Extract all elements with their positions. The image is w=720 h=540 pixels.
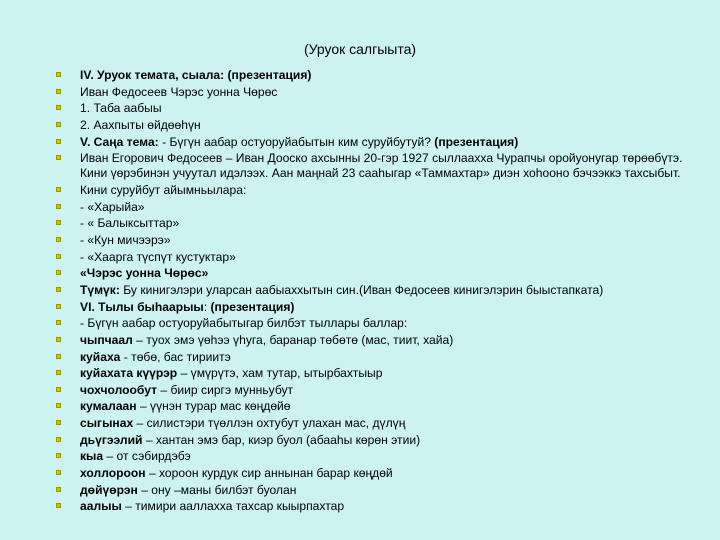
text-segment: - «Харыйа» [80, 199, 145, 214]
text-segment: - «Кун мичээрэ» [80, 232, 171, 247]
text-segment: – тимири ааллахха тахсар кыырпахтар [121, 499, 345, 514]
list-item-text [80, 449, 191, 463]
square-bullet-icon [56, 403, 61, 408]
square-bullet-icon [56, 72, 61, 77]
list-item-text [80, 416, 405, 430]
list-item [56, 366, 696, 381]
square-bullet-icon [56, 420, 61, 425]
bold-text-segment: кыа [80, 449, 104, 464]
bold-text-segment: IV. Уруок темата, сыала: (презентация) [80, 68, 312, 82]
text-segment: Иван Егорович Федосеев – Иван Дооско ахсынны 20-гэр 1927 сыллаахха Чурапчы оройуонугар төрөөбүтэ. Кини үөрэбинэн учуутал идэлээх. Аан маңнай 23 сааһыгар «Таммахтар» диэн хоһооно бэчээккэ тахсыбыт. [80, 151, 683, 181]
list-item [56, 183, 696, 198]
square-bullet-icon [56, 387, 61, 392]
list-item [56, 200, 696, 215]
list-item [56, 300, 696, 315]
list-item-text [80, 466, 393, 480]
list-item [56, 151, 696, 181]
text-segment: – хантан эмэ бар, киэр буол (абааһы көрөн этии) [142, 432, 421, 447]
list-item-text [80, 266, 208, 280]
bold-text-segment: кумалаан [80, 399, 137, 414]
text-segment: 1. Таба аабыы [80, 101, 162, 116]
bold-text-segment: куйаха [80, 349, 121, 364]
square-bullet-icon [56, 320, 61, 325]
square-bullet-icon [56, 122, 61, 127]
bold-text-segment: V. Саңа тема: [80, 134, 159, 149]
list-item [56, 433, 696, 448]
list-item [56, 416, 696, 431]
list-item-text [80, 399, 291, 413]
list-item-text [80, 316, 407, 330]
bold-text-segment: холлороон [80, 466, 146, 481]
text-segment: 2. Аахпыты өйдөөһүн [80, 117, 201, 132]
bold-text-segment: сыгынах [80, 416, 134, 431]
square-bullet-icon [56, 155, 61, 160]
square-bullet-icon [56, 354, 61, 359]
list-item [56, 499, 696, 514]
bold-text-segment: VI. Тылы быһаарыы [80, 299, 204, 314]
square-bullet-icon [56, 304, 61, 309]
list-item [56, 118, 696, 133]
list-item [56, 266, 696, 281]
list-item-text [80, 85, 277, 99]
text-segment: Кини суруйбут айымньылара: [80, 182, 247, 197]
bold-text-segment: чыпчаал [80, 332, 133, 347]
square-bullet-icon [56, 187, 61, 192]
text-segment: - « Балыксыттар» [80, 216, 180, 231]
square-bullet-icon [56, 370, 61, 375]
list-item-text [80, 183, 246, 197]
square-bullet-icon [56, 453, 61, 458]
list-item-text [80, 483, 296, 497]
list-item [56, 449, 696, 464]
square-bullet-icon [56, 487, 61, 492]
square-bullet-icon [56, 437, 61, 442]
bullet-list [56, 68, 696, 516]
text-segment: Иван Федосеев Чэрэс уонна Чөрөс [80, 84, 278, 99]
bold-text-segment: куйахата күүрэр [80, 366, 178, 381]
bold-text-segment: (презентация) [210, 299, 295, 314]
list-item [56, 466, 696, 481]
list-item [56, 383, 696, 398]
list-item [56, 135, 696, 150]
list-item-text [80, 118, 201, 132]
text-segment: - «Хаарга түспүт кустуктар» [80, 249, 236, 264]
list-item-text [80, 101, 162, 115]
list-item [56, 316, 696, 331]
square-bullet-icon [56, 337, 61, 342]
list-item-text [80, 68, 311, 82]
list-item-text [80, 233, 171, 247]
list-item [56, 333, 696, 348]
square-bullet-icon [56, 254, 61, 259]
list-item [56, 68, 696, 83]
list-item [56, 483, 696, 498]
text-segment: – үмүрүтэ, хам тутар, ытырбахтыыр [177, 366, 383, 381]
text-segment: – биир сиргэ мунньубут [157, 382, 294, 397]
text-segment: - Бүгүн аабар остуоруйабытыгар билбэт тыллары баллар: [80, 316, 408, 331]
bold-text-segment: аалыы [80, 499, 122, 514]
list-item [56, 85, 696, 100]
text-segment: Бу кинигэлэри уларсан аабыаххытын син.(Иван Федосеев кинигэлэрин быыстапката) [119, 282, 604, 297]
list-item-text [80, 151, 682, 180]
list-item-text [80, 250, 236, 264]
list-item-text [80, 300, 294, 314]
square-bullet-icon [56, 287, 61, 292]
list-item [56, 216, 696, 231]
square-bullet-icon [56, 270, 61, 275]
list-item-text [80, 383, 293, 397]
list-item [56, 283, 696, 298]
square-bullet-icon [56, 105, 61, 110]
list-item [56, 399, 696, 414]
text-segment: – от сэбирдэбэ [103, 449, 191, 464]
square-bullet-icon [56, 139, 61, 144]
text-segment: - Бүгүн аабар остуоруйабытын ким суруйбутуй? [158, 134, 435, 149]
list-item-text [80, 333, 453, 347]
list-item-text [80, 350, 231, 364]
text-segment: – ону –маны билбэт буолан [137, 482, 297, 497]
list-item-text [80, 366, 382, 380]
list-item [56, 350, 696, 365]
text-segment: – силистэри түөллэн охтубут улахан мас, дүлүң [133, 416, 406, 431]
text-segment: – хороон курдук сир аннынан барар көңдөй [145, 466, 393, 481]
bold-text-segment: дьүгээлий [80, 432, 143, 447]
bold-text-segment: дөйүөрэн [80, 482, 138, 497]
text-segment: – туох эмэ үөһээ үһуга, баранар төбөтө (мас, тиит, хайа) [132, 332, 454, 347]
bold-text-segment: чохчолообут [80, 382, 158, 397]
slide-title: (Уруок салгыыта) [303, 41, 417, 57]
list-item-text [80, 499, 344, 513]
text-segment: - төбө, бас тириитэ [120, 349, 231, 364]
square-bullet-icon [56, 470, 61, 475]
square-bullet-icon [56, 204, 61, 209]
square-bullet-icon [56, 89, 61, 94]
list-item-text [80, 216, 179, 230]
square-bullet-icon [56, 220, 61, 225]
list-item [56, 250, 696, 265]
text-segment: – үүнэн турар мас көңдөйө [136, 399, 291, 414]
list-item [56, 101, 696, 116]
square-bullet-icon [56, 503, 61, 508]
square-bullet-icon [56, 237, 61, 242]
list-item-text [80, 200, 145, 214]
list-item [56, 233, 696, 248]
bold-text-segment: «Чэрэс уонна Чөрөс» [80, 266, 209, 281]
list-item-text [80, 433, 420, 447]
bold-text-segment: Түмүк: [80, 282, 120, 297]
list-item-text [80, 283, 603, 297]
list-item-text [80, 135, 518, 149]
text-segment: : [203, 299, 211, 314]
bold-text-segment: (презентация) [434, 134, 519, 149]
